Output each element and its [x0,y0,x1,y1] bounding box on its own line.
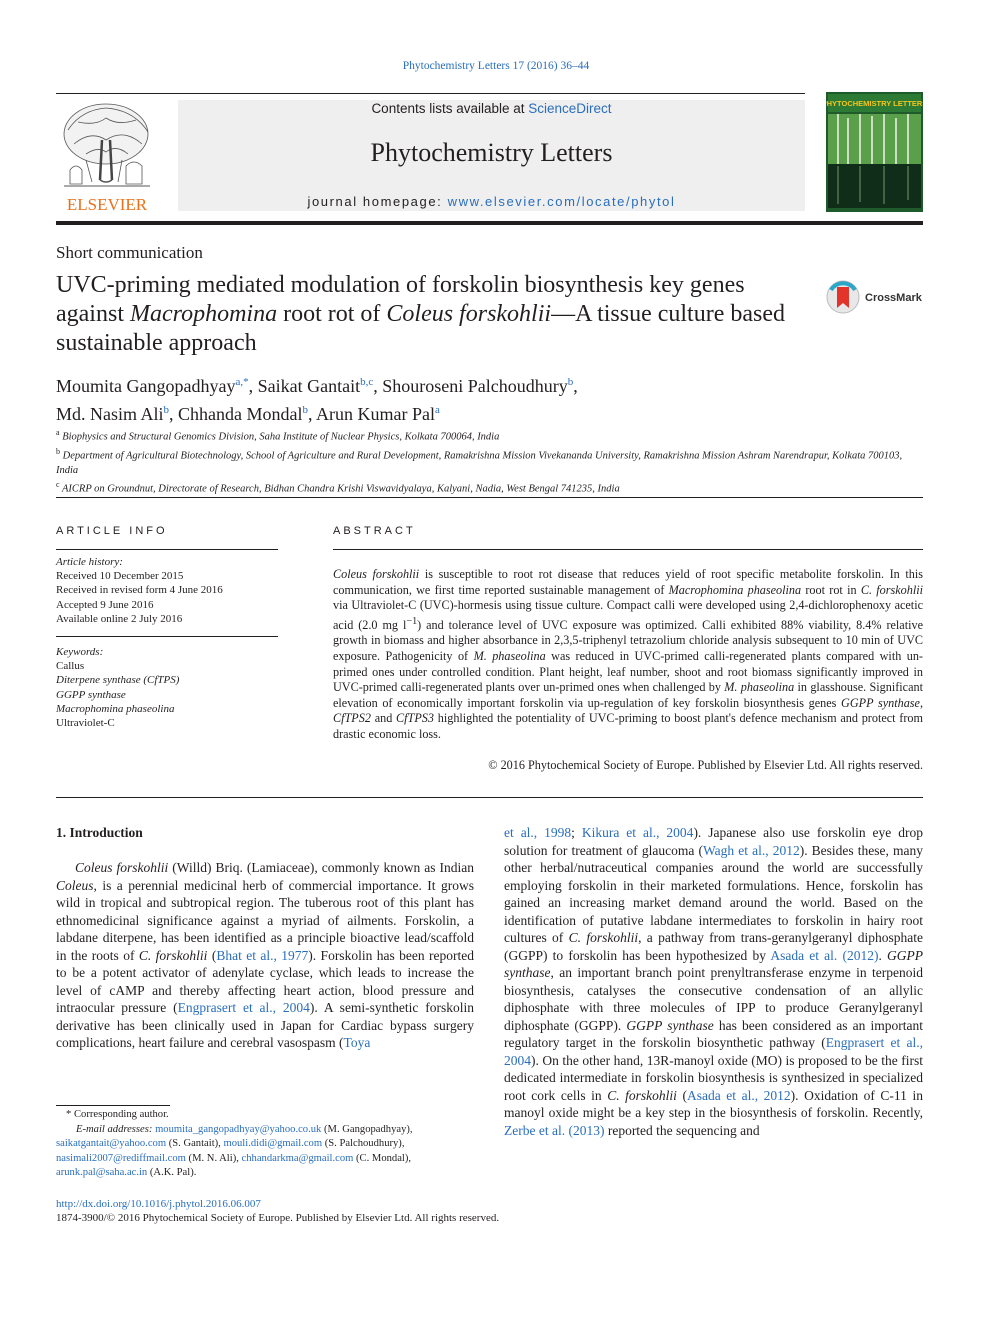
author-name: Shouroseni Palchoudhury [382,376,568,396]
footnote-rule [56,1105,170,1106]
email-link[interactable]: saikatgantait@yahoo.com [56,1138,167,1149]
history-item: Received in revised form 4 June 2016 [56,584,223,597]
homepage-link[interactable]: www.elsevier.com/locate/phytol [447,194,676,209]
email-owner: (M. Gangopadhyay), [324,1123,413,1135]
affiliations [56,426,926,497]
contents-line [178,101,805,116]
email-owner: (C. Mondal), [356,1152,412,1164]
keyword: Ultraviolet-C [56,717,115,730]
divider [56,549,278,550]
reference-link[interactable]: (2012) [842,947,879,963]
affiliation [56,478,926,497]
keywords-label: Keywords: [56,646,104,658]
abstract-copyright: © 2016 Phytochemical Society of Europe. Published by Elsevier Ltd. All rights reserved. [488,758,923,772]
email-link[interactable]: arunk.pal@saha.ac.in [56,1167,148,1178]
history-item: Received 10 December 2015 [56,570,184,583]
affiliation-marker: c [56,479,60,489]
author-name: Arun Kumar Pal [316,404,435,424]
reference-link[interactable]: Asada et al. [770,947,838,963]
keywords [56,645,278,730]
cover-title: PHYTOCHEMISTRY LETTERS [826,99,923,108]
affiliation-text: Department of Agricultural Biotechnology, School of Agriculture and Rural Development, Ramakrishna Mission Vivekananda University, Ramakrishna Mission Ashram Narendrapur, Kolkata 700103, India [56,450,903,476]
footnotes [56,1108,476,1181]
affiliation [56,426,926,445]
article-type: Short communication [56,243,203,262]
email-owner: (S. Palchoudhury), [324,1138,405,1149]
email-link[interactable]: nasimali2007@rediffmail.com [56,1152,186,1164]
reference-link[interactable]: Engprasert et al., 2004 [504,1035,923,1068]
keyword: Macrophomina phaseolina [56,702,175,715]
reference-link[interactable]: Wagh et al., 2012 [702,842,800,858]
journal-cover-image [826,92,923,212]
affiliation [56,445,926,478]
author-list: Moumita Gangopadhyay$^{a,*}$, Saikat Gantait$^{b,c}$, Shouroseni Palchoudhury$^b$, Md. Nasim Ali$^b$, Chhanda Mondal$^b$, Arun Kumar Pal$^a$ [56,376,578,424]
title-part: —A tissue culture based sustainable approach [56,301,786,356]
crossmark-badge[interactable] [825,278,925,318]
divider [56,797,923,798]
crossmark-label: CrossMark [865,292,922,304]
corresponding-author-note: * Corresponding author. [66,1109,169,1120]
reference-link[interactable]: Toya [343,1035,371,1050]
author-affiliation-link[interactable]: a,* [235,376,249,388]
author-name: Moumita Gangopadhyay [56,376,236,396]
reference-link[interactable]: Engprasert et al., 2004 [177,1000,310,1015]
title-part: root rot of [277,301,387,327]
reference-link[interactable]: Zerbe et al. (2013) [504,1122,605,1138]
abstract-heading: ABSTRACT [333,525,416,537]
reference-link[interactable]: et al., 1998 [504,825,572,840]
divider [56,636,278,637]
email-owner: (M. N. Ali), [188,1152,239,1164]
affiliation-text: Biophysics and Structural Genomics Division, Saha Institute of Nuclear Physics, Kolkata 700064, India [62,431,500,443]
abstract-body: Coleus forskohlii is susceptible to root rot disease that reduces yield of root specific metabolite forskolin. In this communication, we first time reported sustainable management of Macrophomina phaseolina root rot in C. forskohlii via Ultraviolet-C (UVC)-hormesis using tissue culture. Compact calli were developed using 2,4-dichlorophenoxy acetic acid (2.0 mg $l^{-1}$) and tolerance level of UVC exposure was optimized. Calli exhibited 88% viability, 8.4% relative growth in biomass and higher absorbance in 2,3,5-triphenyl tetrazolium chloride analysis subsequent to 10 min of UVC exposure. Pathogenicity of M. phaseolina was reduced in UVC-primed calli-regenerated plants compared with un-primed ones under controlled condition. Plant height, leaf number, shoot and root biomass significantly improved in UVC-primed calli-regenerated plants over un-primed ones when challenged by M. phaseolina in glasshouse. Significant elevation of economically important forskolin via up-regulation of key forskolin biosynthesis genes GGPP synthase, CfTPS2 and CfTPS3 highlighted the potentiality of UVC-priming to boost plant's defence mechanism and protect from drastic economic loss. [333,567,923,741]
header-thick-rule [56,221,923,225]
keyword: Callus [56,660,85,673]
homepage-label: journal homepage: [307,194,448,209]
author-affiliation-link[interactable]: a [435,404,440,416]
email-addresses-cont [56,1152,476,1167]
history-item: Available online 2 July 2016 [56,612,183,625]
keyword: Diterpene synthase (CfTPS) [56,674,180,687]
intro-right-column: et al., 1998; Kikura et al., 2004). Japanese also use forskolin eye drop solution for treatment of glaucoma (Wagh et al., 2012). Besides these, many other herbal/nutraceutical companies around the world are successfully employing forskolin in their marketed formulations. Hence, forskolin has gained an increasing market demand around the world. Based on the identification of putative labdane intermediates to forskolin in hairy root cultures of C. forskohlii, a pathway from trans-geranylgeranyl diphosphate (GGPP) to forskolin has been hypothesized by Asada et al. (2012). GGPP synthase, an important branch point prenyltransferase enzyme in terpenoid biosynthesis, catalyses the consecutive condensation of an allylic diphosphate with three molecules of IPP to produce Geranylgeranyl diphosphate (GGPP). GGPP synthase has been considered as an important regulatory target in the forskolin biosynthetic pathway (Engprasert et al., 2004). On the other hand, 13R-manoyl oxide (MO) is proposed to be the first dedicated intermediate in forskolin biosynthesis is synthesized in specialized root cork cells in C. forskohlii (Asada et al., 2012). Oxidation of C-11 in manoyl oxide might be a key step in the biosynthesis of forskolin. Recently, Zerbe et al. (2013) reported the sequencing and [504,825,924,1138]
email-label: E-mail addresses: [76,1123,153,1135]
title-part: UVC-priming mediated modulation of forskolin biosynthesis key genes against [56,272,745,327]
divider [333,549,923,550]
intro-left-column: Coleus forskohlii (Willd) Briq. (Lamiaceae), commonly known as Indian Coleus, is a perennial medicinal herb of commercial importance. It grows wild in tropical and subtropical region. The tuberous root of this plant has ethnomedicinal significance against a myriad of ailments. Forskolin, a labdane diterpene, has been identified as a principle bioactive lead/scaffold in the roots of C. forskohlii (Bhat et al., 1977). Forskolin has been reported to be a potent activator of adenylate cyclase, which leads to increase the level of cAMP and thereby affecting heart action, blood pressure and intraocular pressure (Engprasert et al., 2004). A semi-synthetic forskolin derivative has been clinically used in Japan for Cardiac bypass surgery complications, heart failure and cerebral vasospasm (Toya [56,860,475,1050]
affiliation-marker: b [56,446,60,456]
affiliation-marker: a [56,428,60,437]
email-owner: (A.K. Pal). [149,1167,197,1178]
email-addresses [56,1123,476,1138]
contents-prefix: Contents lists available at [371,101,529,116]
issn-copyright: 1874-3900/© 2016 Phytochemical Society of Europe. Published by Elsevier Ltd. All rights reserved. [56,1212,500,1224]
author-name: Md. Nasim Ali [56,404,164,424]
email-owner: (S. Gantait), [168,1138,221,1149]
article-title [56,271,816,358]
history-item: Accepted 9 June 2016 [56,598,154,611]
header-top-rule [56,93,805,94]
history-label: Article history: [56,556,123,568]
journal-homepage-line [178,194,805,209]
journal-cover [826,92,923,212]
journal-citation[interactable]: Phytochemistry Letters 17 (2016) 36–44 [402,60,590,72]
elsevier-logo [56,100,158,214]
email-addresses-cont [56,1166,476,1181]
divider [56,497,923,498]
author-affiliation-link[interactable]: b,c [360,376,374,388]
elsevier-wordmark: ELSEVIER [66,195,148,214]
journal-name: Phytochemistry Letters [370,138,613,167]
email-link[interactable]: chhandarkma@gmail.com [241,1152,354,1164]
author-affiliation-link[interactable]: b [302,404,308,416]
reference-link[interactable]: Kikura et al., 2004 [581,825,694,840]
doi-link[interactable]: http://dx.doi.org/10.1016/j.phytol.2016.06.007 [56,1198,261,1210]
author-affiliation-link[interactable]: b [567,376,574,388]
keyword: GGPP synthase [56,688,126,701]
author-affiliation-link[interactable]: b [163,404,170,416]
elsevier-tree-icon [56,100,158,214]
email-link[interactable]: moumita_gangopadhyay@yahoo.co.uk [155,1123,322,1135]
article-info-heading: ARTICLE INFO [56,525,168,537]
author-name: Saikat Gantait [257,376,361,396]
author-name: Chhanda Mondal [178,404,303,424]
reference-link[interactable]: Asada et al., 2012 [686,1087,791,1103]
title-italic: Coleus forskohlii [386,301,552,327]
corresponding-label: Corresponding author. [73,1109,169,1120]
sciencedirect-link[interactable]: ScienceDirect [528,101,612,116]
affiliation-text: AICRP on Groundnut, Directorate of Research, Bidhan Chandra Krishi Viswavidyalaya, Kalyani, Nadia, West Bengal 741235, India [62,483,620,495]
section-heading-introduction: 1. Introduction [56,825,143,840]
email-link[interactable]: mouli.didi@gmail.com [223,1138,323,1149]
crossmark-icon [825,278,925,318]
article-history [56,555,278,626]
email-addresses-cont [56,1137,476,1152]
reference-link[interactable]: Bhat et al., 1977 [216,947,309,963]
title-italic: Macrophomina [129,301,278,327]
